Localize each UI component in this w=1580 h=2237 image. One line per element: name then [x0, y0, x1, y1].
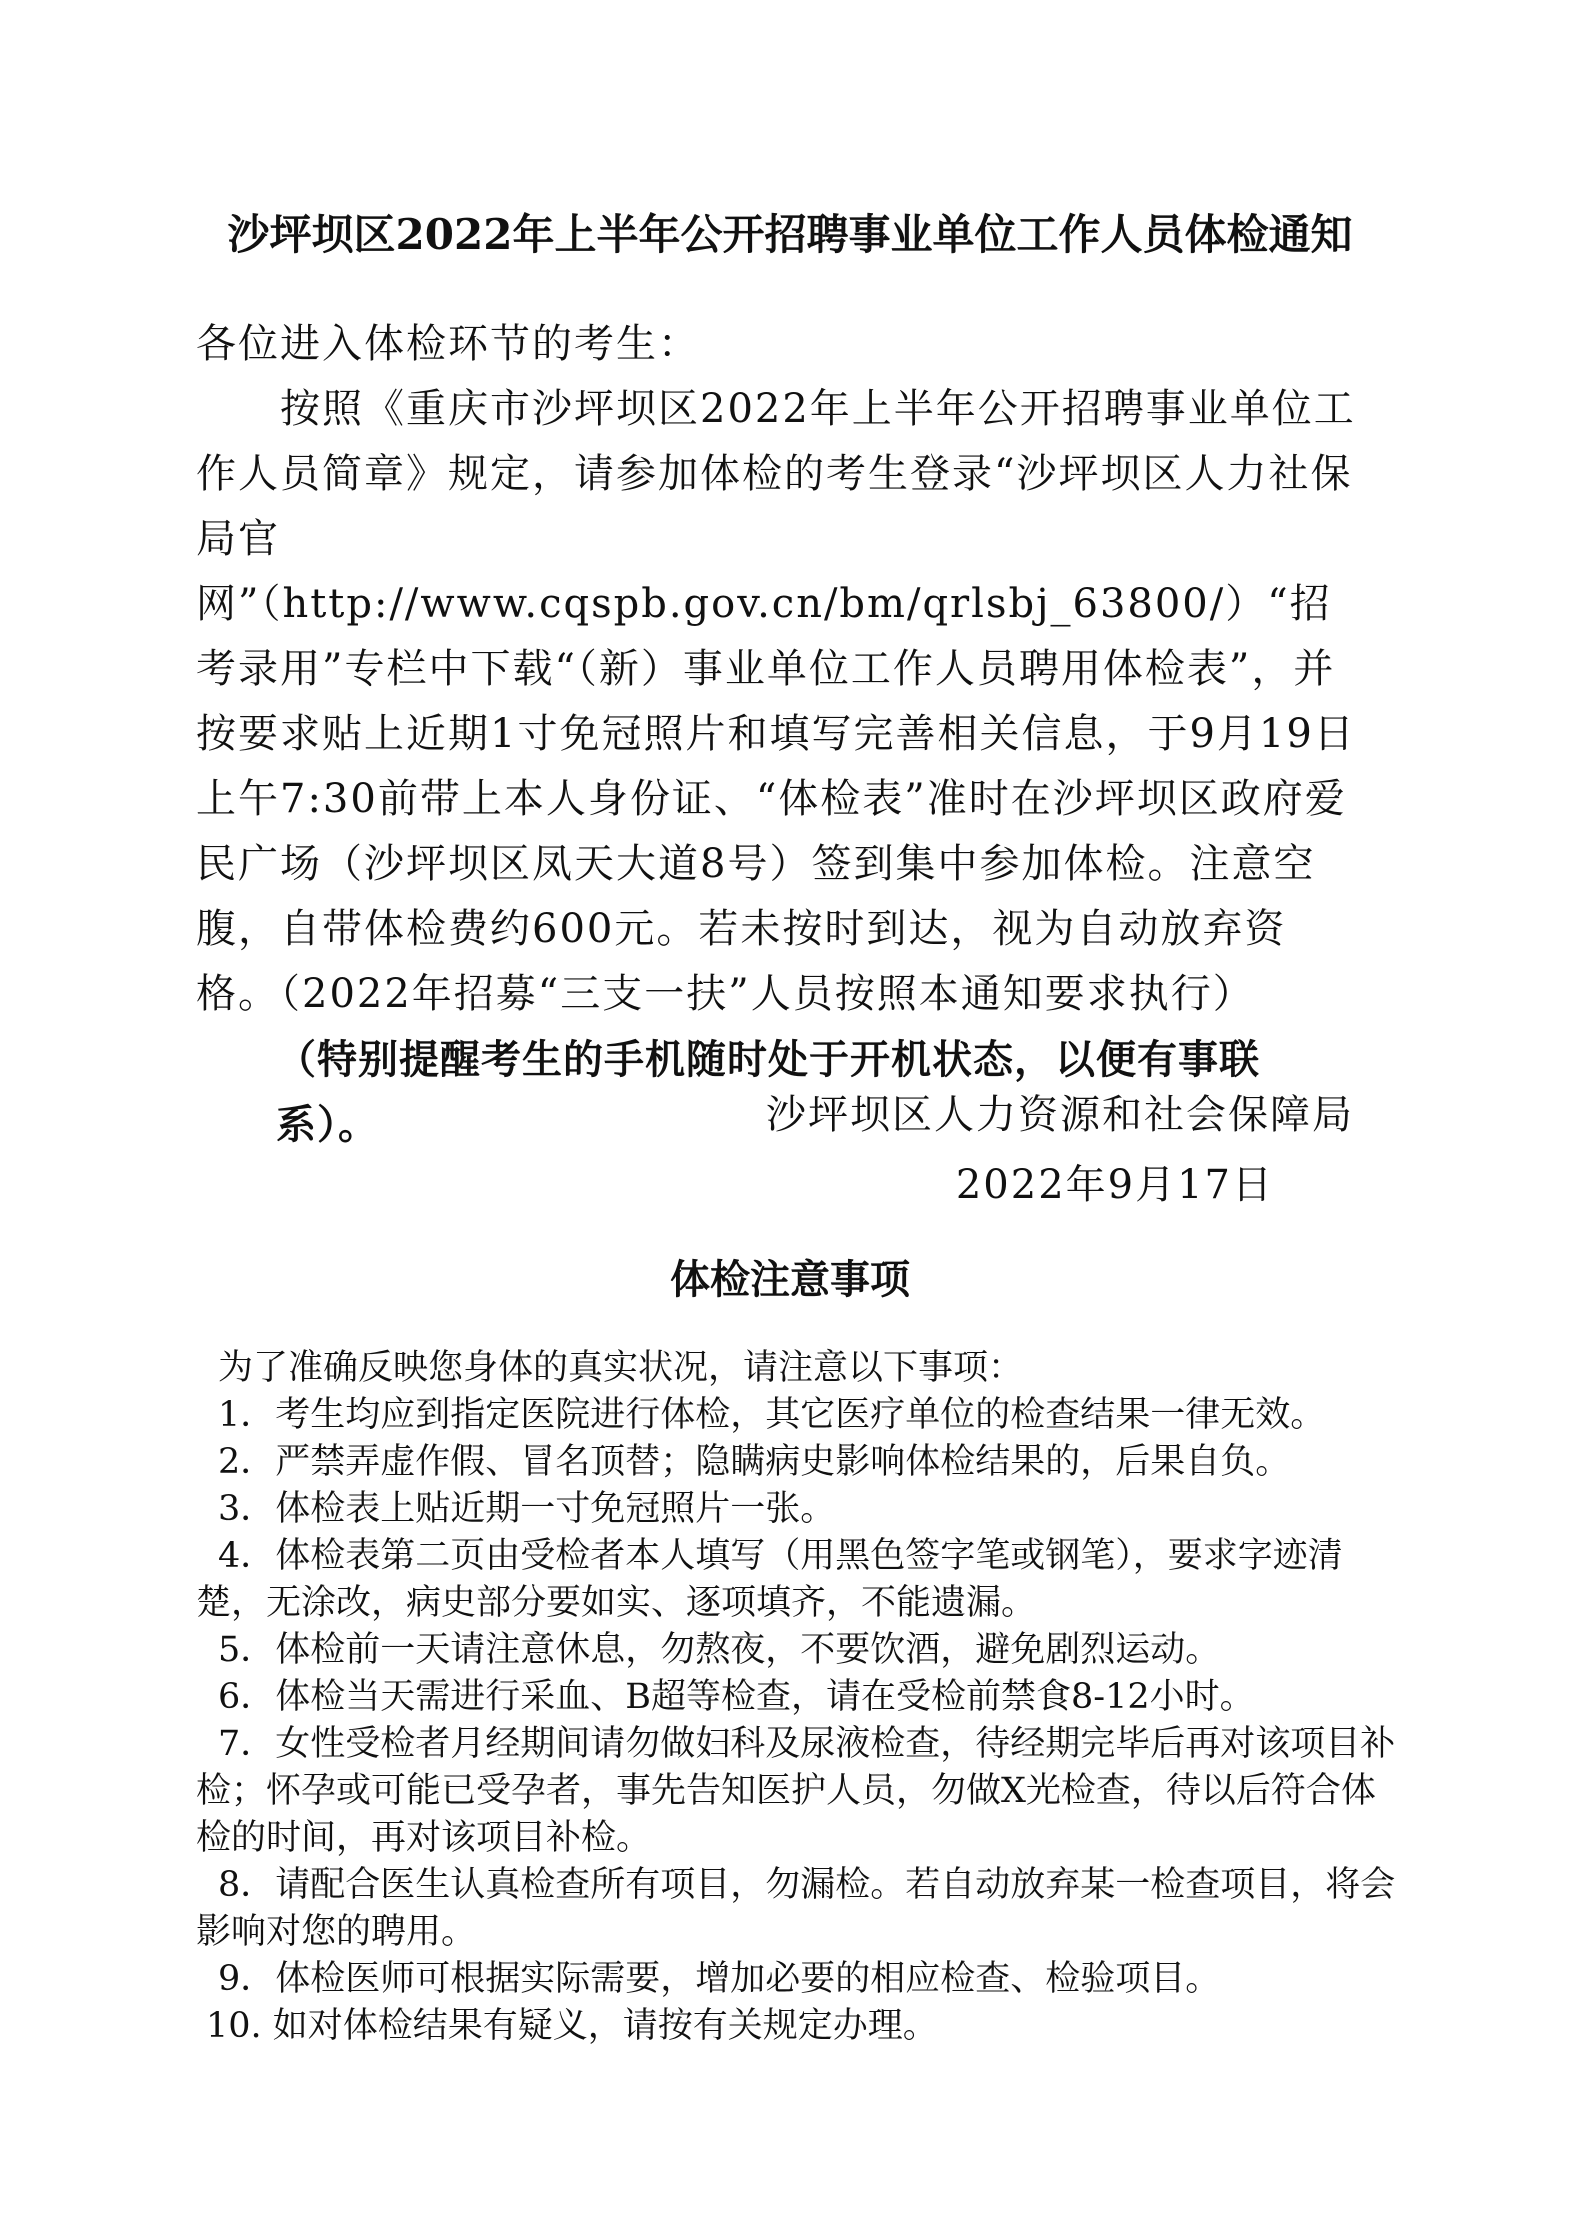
notice-reminder: （特别提醒考生的手机随时处于开机状态，以便有事联系）。	[276, 1036, 1260, 1148]
tips-intro: 为了准确反映您身体的真实状况，请注意以下事项：	[218, 1348, 1024, 1388]
tips-list	[196, 1345, 1396, 2050]
tips-item: 6．体检当天需进行采血、B超等检查，请在受检前禁食8-12小时。	[218, 1677, 1255, 1717]
tips-item: 9．体检医师可根据实际需要，增加必要的相应检查、检验项目。	[218, 1959, 1221, 1999]
notice-signature	[766, 1080, 1354, 1220]
notice-paragraph: 按照《重庆市沙坪坝区2022年上半年公开招聘事业单位工作人员简章》规定，请参加体检的考生登录“沙坪坝区人力社保局官网”（http://www.cqspb.gov.cn/bm/qrlsbj_63800/）“招考录用”专栏中下载“（新）事业单位工作人员聘用体检表”，并按要求贴上近期1寸免冠照片和填写完善相关信息，于9月19日上午7:30前带上本人身份证、“体检表”准时在沙坪坝区政府爱民广场（沙坪坝区凤天大道8号）签到集中参加体检。注意空腹，自带体检费约600元。若未按时到达，视为自动放弃资格。（2022年招募“三支一扶”人员按照本通知要求执行）	[196, 386, 1356, 1017]
issue-date: 2022年9月17日	[955, 1162, 1274, 1208]
tips-item: 5．体检前一天请注意休息，勿熬夜，不要饮酒，避免剧烈运动。	[218, 1630, 1221, 1670]
tips-item: 8．请配合医生认真检查所有项目，勿漏检。若自动放弃某一检查项目，将会影响对您的聘用。	[196, 1865, 1396, 1952]
notice-body	[196, 312, 1356, 1157]
tips-item: 2．严禁弄虚作假、冒名顶替；隐瞒病史影响体检结果的，后果自负。	[218, 1442, 1291, 1482]
tips-item: 1．考生均应到指定医院进行体检，其它医疗单位的检查结果一律无效。	[218, 1395, 1326, 1435]
tips-item: 3．体检表上贴近期一寸免冠照片一张。	[218, 1489, 836, 1529]
tips-title: 体检注意事项	[670, 1257, 910, 1303]
issuer: 沙坪坝区人力资源和社会保障局	[766, 1092, 1354, 1138]
tips-item: 4．体检表第二页由受检者本人填写（用黑色签字笔或钢笔），要求字迹清楚，无涂改，病史部分要如实、逐项填齐，不能遗漏。	[196, 1536, 1343, 1623]
tips-item: 7．女性受检者月经期间请勿做妇科及尿液检查，待经期完毕后再对该项目补检；怀孕或可能已受孕者，事先告知医护人员，勿做X光检查，待以后符合体检的时间，再对该项目补检。	[196, 1724, 1396, 1858]
notice-greeting: 各位进入体检环节的考生：	[196, 321, 700, 367]
notice-title: 沙坪坝区2022年上半年公开招聘事业单位工作人员体检通知	[227, 210, 1353, 259]
tips-item: 10. 如对体检结果有疑义，请按有关规定办理。	[206, 2006, 938, 2046]
